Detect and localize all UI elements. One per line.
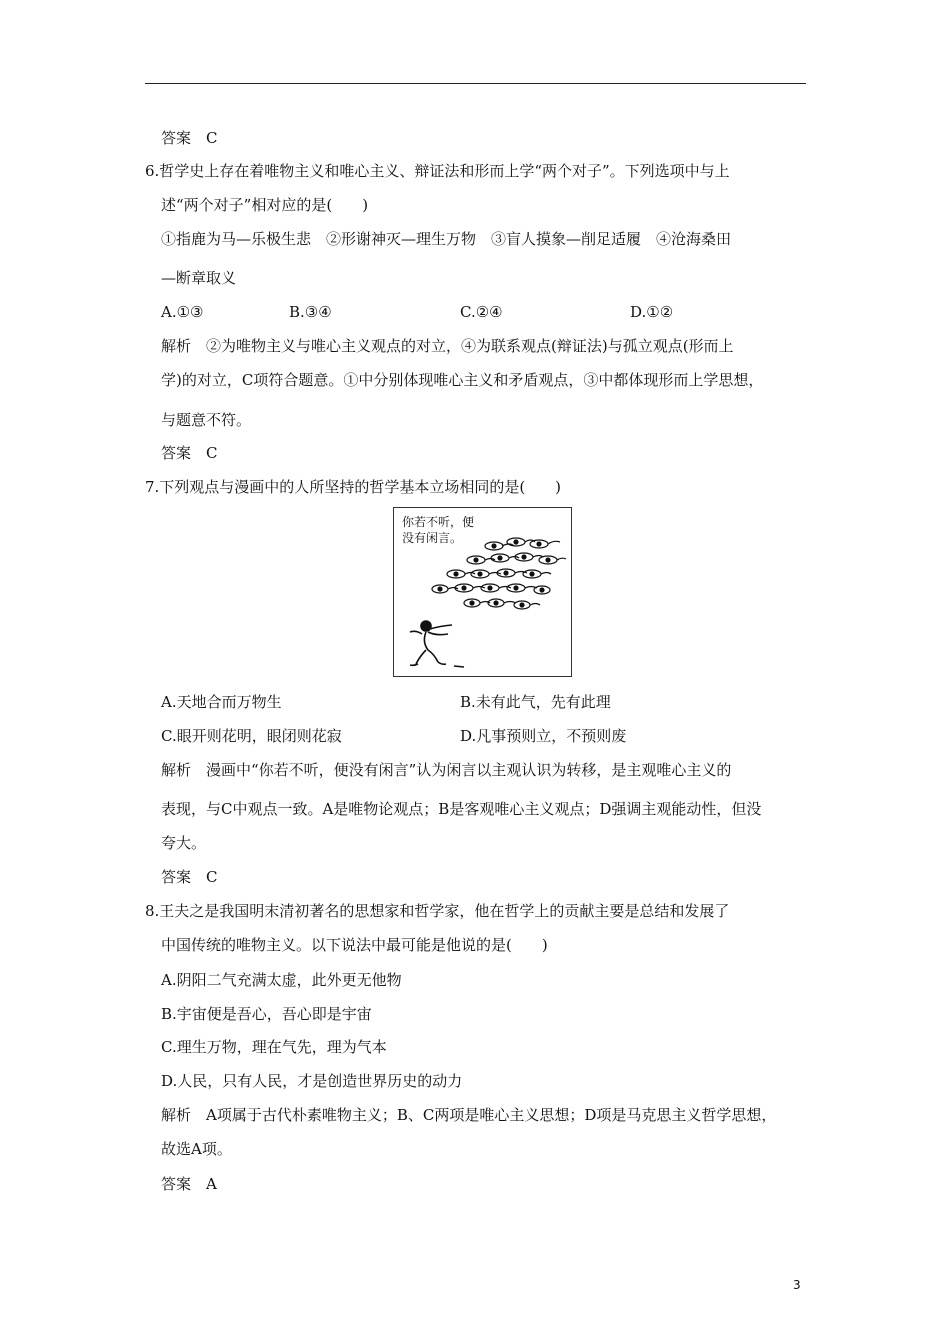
q8-stem-line-2: 中国传统的唯物主义。以下说法中最可能是他说的是( ) — [161, 936, 548, 954]
cartoon-caption-line-1: 你若不听，便 — [402, 515, 475, 529]
q8-option-d: D.人民，只有人民，才是创造世界历史的动力 — [161, 1072, 463, 1090]
q6-stem-line-2: 述“两个对子”相对应的是( ) — [161, 196, 369, 214]
q7-option-b: B.未有此气，先有此理 — [460, 693, 611, 711]
q6-analysis-line-3: 与题意不符。 — [161, 411, 252, 429]
q6-option-d: D.①② — [630, 303, 674, 321]
header-rule — [145, 83, 806, 84]
cartoon-figure — [393, 507, 572, 677]
q6-stem-line-1: 6.哲学史上存在着唯物主义和唯心主义、辩证法和形而上学“两个对子”。下列选项中与上 — [145, 162, 730, 180]
q6-items-line-2: —断章取义 — [161, 269, 237, 287]
q8-stem-line-1: 8.王夫之是我国明末清初著名的思想家和哲学家，他在哲学上的贡献主要是总结和发展了 — [145, 902, 730, 920]
q8-analysis-line-1: 解析 A项属于古代朴素唯物主义；B、C两项是唯心主义思想；D项是马克思主义哲学思想， — [161, 1106, 777, 1124]
q6-analysis-line-1: 解析 ②为唯物主义与唯心主义观点的对立，④为联系观点(辩证法)与孤立观点(形而上 — [161, 337, 734, 355]
q6-option-c: C.②④ — [460, 303, 503, 321]
q6-items-line-1: ①指鹿为马—乐极生悲 ②形谢神灭—理生万物 ③盲人摸象—削足适履 ④沧海桑田 — [161, 230, 732, 248]
q8-analysis-line-2: 故选A项。 — [161, 1140, 232, 1158]
page-number: 3 — [793, 1278, 801, 1292]
q7-stem: 7.下列观点与漫画中的人所坚持的哲学基本立场相同的是( ) — [145, 478, 562, 496]
q6-answer: 答案 C — [161, 444, 218, 462]
q8-option-b: B.宇宙便是吾心，吾心即是宇宙 — [161, 1005, 372, 1023]
q7-analysis-line-2: 表现，与C中观点一致。A是唯物论观点；B是客观唯心主义观点；D强调主观能动性，但没 — [161, 800, 762, 818]
flying-eyes — [432, 538, 566, 609]
q6-option-b: B.③④ — [289, 303, 332, 321]
q8-answer: 答案 A — [161, 1175, 217, 1193]
q8-option-c: C.理生万物，理在气先，理为气本 — [161, 1038, 387, 1056]
cartoon-person — [410, 621, 464, 667]
q6-analysis-line-2: 学)的对立，C项符合题意。①中分别体现唯心主义和矛盾观点，③中都体现形而上学思想， — [161, 371, 764, 389]
q7-analysis-line-3: 夸大。 — [161, 834, 207, 852]
q5-answer: 答案 C — [161, 129, 218, 147]
q7-answer: 答案 C — [161, 868, 218, 886]
cartoon-caption-line-2: 没有闲言。 — [402, 531, 463, 545]
q7-option-d: D.凡事预则立，不预则废 — [460, 727, 627, 745]
q7-option-c: C.眼开则花明，眼闭则花寂 — [161, 727, 342, 745]
q6-option-a: A.①③ — [161, 303, 204, 321]
cartoon-drawing — [394, 508, 571, 676]
q7-analysis-line-1: 解析 漫画中“你若不听，便没有闲言”认为闲言以主观认识为转移，是主观唯心主义的 — [161, 761, 732, 779]
q7-option-a: A.天地合而万物生 — [161, 693, 282, 711]
q8-option-a: A.阴阳二气充满太虚，此外更无他物 — [161, 971, 402, 989]
